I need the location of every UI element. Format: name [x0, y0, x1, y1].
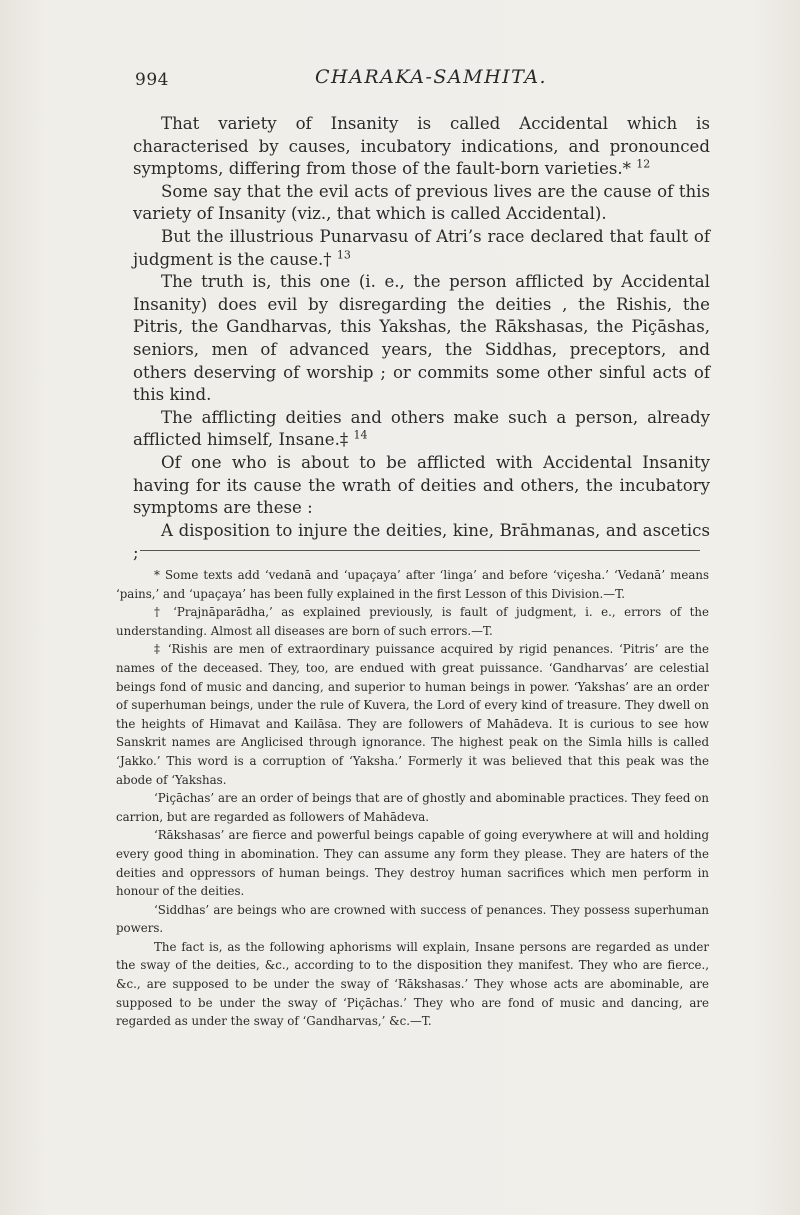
- footnote: ‘Rākshasas’ are fierce and powerful beings capable of going everywhere at will and holding every good thing in abomination. They can assume any form they please. They are haters of the deities and oppressors of human beings. They destroy human sacrifices which men perform in honour of the deities.: [116, 828, 709, 899]
- main-text: [133, 113, 710, 565]
- paragraph: That variety of Insanity is called Accidental which is characterised by causes, incubatory indications, and pronounced symptoms, differing from those of the fault-born varieties.* $^{12}$: [133, 114, 710, 179]
- footnote: ‡ ‘Rishis are men of extraordinary puissance acquired by rigid penances. ‘Pitris’ are the names of the deceased. They, too, are endued with great puissance. ‘Gandharvas’ are celestial beings fond of music and dancing, and superior to human beings in power. ‘Yakshas’ are an order of superhuman beings, under the rule of Kuvera, the Lord of every kind of treasure. They dwell on the heights of Himavat and Kailāsa. They are followers of Mahādeva. It is curious to see how Sanskrit names are Anglicised through ignorance. The highest peak on the Simla hills is called ‘Jakko.’ This word is a corruption of ‘Yaksha.’ Formerly it was believed that this peak was the abode of ‘Yakshas.: [116, 642, 709, 787]
- footnote: The fact is, as the following aphorisms will explain, Insane persons are regarded as under the sway of the deities, &c., according to to the disposition they manifest. They who are fierce., &c., are supposed to be under the sway of ‘Rākshasas.’ They whose acts are abominable, are supposed to be under the sway of ‘Piçāchas.’ They who are fond of music and dancing, are regarded as under the sway of ‘Gandharvas,’ &c.—T.: [116, 939, 709, 1029]
- verse-number: 14: [353, 428, 368, 442]
- page-header: [135, 66, 710, 94]
- footnote: ‘Siddhas’ are beings who are crowned with success of penances. They possess superhuman powers.: [116, 902, 709, 936]
- running-title: CHARAKA-SAMHITA.: [315, 66, 548, 88]
- footnotes: [116, 566, 709, 1031]
- verse-number: 13: [336, 248, 351, 262]
- paragraph: But the illustrious Punarvasu of Atri’s race declared that fault of judgment is the cause.† $^{13}$: [133, 226, 710, 269]
- verse-number: 12: [636, 157, 651, 171]
- paragraph: Of one who is about to be afflicted with Accidental Insanity having for its cause the wrath of deities and others, the incubatory symptoms are these :: [133, 452, 710, 518]
- paragraph: A disposition to injure the deities, kine, Brāhmanas, and ascetics ;: [133, 520, 710, 563]
- footnote: ‘Piçāchas’ are an order of beings that are of ghostly and abominable practices. They feed on carrion, but are regarded as followers of Mahādeva.: [116, 791, 709, 824]
- paragraph: The afflicting deities and others make such a person, already afflicted himself, Insane.‡ $^{14}$: [133, 407, 710, 450]
- footnote-divider: [140, 550, 700, 551]
- footnote: * Some texts add ‘vedanā and ‘upaçaya’ after ‘linga’ and before ‘viçesha.’ ‘Vedanā’ means ‘pains,’ and ‘upaçaya’ has been fully explained in the first Lesson of this Division.—T.: [116, 568, 709, 601]
- paragraph: The truth is, this one (i. e., the person afflicted by Accidental Insanity) does evil by disregarding the deities , the Rishis, the Pitris, the Gandharvas, this Yakshas, the Rākshasas, the Piçāshas, seniors, men of advanced years, the Siddhas, preceptors, and others deserving of worship ; or commits some other sinful acts of this kind.: [133, 272, 710, 405]
- footnote: † ‘Prajnāparādha,’ as explained previously, is fault of judgment, i. e., errors of the understanding. Almost all diseases are born of such errors.—T.: [116, 605, 709, 638]
- paragraph: Some say that the evil acts of previous lives are the cause of this variety of Insanity (viz., that which is called Accidental).: [133, 181, 710, 224]
- page-number: 994: [135, 70, 169, 90]
